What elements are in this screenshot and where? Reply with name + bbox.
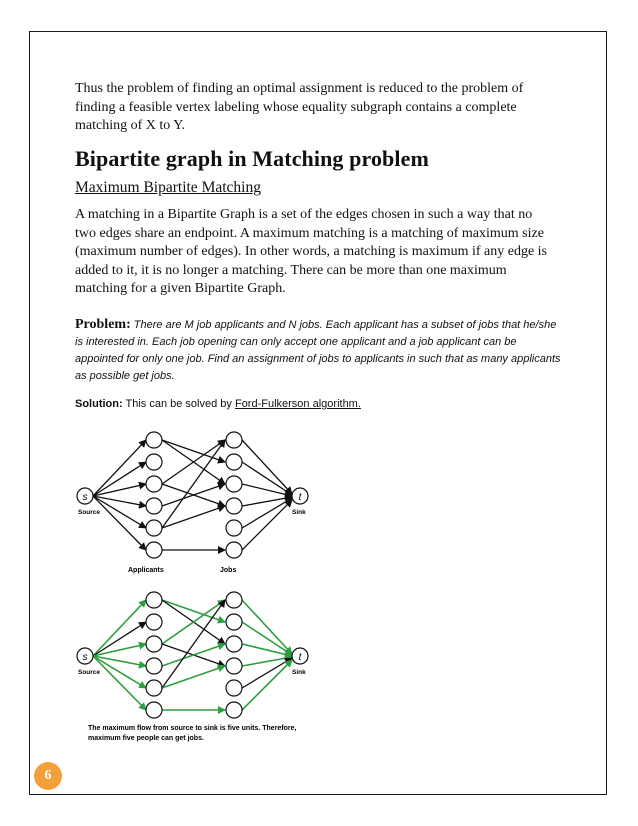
bottom-applicant-node <box>146 658 162 674</box>
bottom-edge-a5-j1 <box>162 600 225 688</box>
top-sink-label: Sink <box>292 509 306 516</box>
top-source-symbol: s <box>82 492 88 503</box>
top-job-node <box>226 520 242 536</box>
page-number-badge <box>34 762 62 790</box>
applicants-label: Applicants <box>128 567 164 574</box>
bottom-edge-j6-t <box>242 660 292 710</box>
caption-line-2: maximum five people can get jobs. <box>88 735 204 742</box>
bottom-job-node <box>226 680 242 696</box>
ford-fulkerson-link[interactable]: Ford-Fulkerson algorithm. <box>234 398 361 410</box>
solution-statement <box>75 398 361 410</box>
problem-statement <box>75 316 565 385</box>
page-number: 6 <box>44 768 52 783</box>
top-applicant-node <box>146 454 162 470</box>
top-source-label: Source <box>78 509 101 516</box>
top-applicant-node <box>146 476 162 492</box>
bottom-edge-j5-t <box>242 658 292 688</box>
bottom-applicant-node <box>146 614 162 630</box>
top-edge-a5-j1 <box>162 440 225 528</box>
top-flow-network <box>77 432 308 574</box>
bipartite-figures <box>70 420 330 755</box>
top-sink-symbol: t <box>298 492 302 503</box>
top-edge-j4-t <box>242 497 292 506</box>
bottom-job-node <box>226 592 242 608</box>
top-edge-s-a3 <box>93 484 146 496</box>
top-job-node <box>226 432 242 448</box>
bottom-job-node <box>226 702 242 718</box>
section-heading: Bipartite graph in Matching problem <box>75 146 429 171</box>
bottom-edge-j4-t <box>242 657 292 666</box>
top-job-node <box>226 542 242 558</box>
bipartite-figures-svg <box>70 420 330 750</box>
bottom-edge-s-a3 <box>93 644 146 656</box>
top-edge-s-a1 <box>93 440 146 496</box>
bottom-applicant-node <box>146 636 162 652</box>
intro-paragraph: Thus the problem of finding an optimal assignment is reduced to the problem of finding a feasible vertex labeling whose equality subgraph contains a complete matching of X to Y. <box>75 81 524 133</box>
top-applicant-node <box>146 542 162 558</box>
top-job-node <box>226 454 242 470</box>
top-job-node <box>226 498 242 514</box>
top-edge-a5-j4 <box>162 506 225 528</box>
top-applicant-node <box>146 520 162 536</box>
bottom-edge-s-a1 <box>93 600 146 656</box>
bottom-applicant-node <box>146 592 162 608</box>
bottom-applicant-node <box>146 680 162 696</box>
top-edge-j6-t <box>242 500 292 550</box>
top-applicant-node <box>146 498 162 514</box>
top-edge-a1-j2 <box>162 440 225 462</box>
bottom-job-node <box>226 636 242 652</box>
top-job-node <box>226 476 242 492</box>
problem-label: Problem: <box>75 317 131 332</box>
bottom-applicant-node <box>146 702 162 718</box>
definition-paragraph: A matching in a Bipartite Graph is a set of the edges chosen in such a way that no two edges share an endpoint. A maximum matching is a matching of maximum size (maximum number of edges). In other words, a matching is maximum if any edge is added to it, it is no longer a matching. There can be more than one maximum matching for a given Bipartite Graph. <box>75 207 548 296</box>
jobs-label: Jobs <box>220 567 237 574</box>
bottom-sink-symbol: t <box>298 652 302 663</box>
solution-label: Solution: <box>75 398 123 410</box>
problem-text: There are M job applicants and N jobs. Each applicant has a subset of jobs that he/she is interested in. Each job opening can only accept one applicant and a job applicant can be appointed for only one job. Find an assignment of jobs to applicants in such that as many applicants as possible get jobs. <box>75 319 561 382</box>
bottom-edge-a1-j2 <box>162 600 225 622</box>
bottom-job-node <box>226 658 242 674</box>
top-applicant-node <box>146 432 162 448</box>
caption-line-1: The maximum flow from source to sink is five units. Therefore, <box>88 725 297 732</box>
section-subheading: Maximum Bipartite Matching <box>75 179 261 196</box>
bottom-source-symbol: s <box>82 652 88 663</box>
bottom-edge-a5-j4 <box>162 666 225 688</box>
bottom-sink-label: Sink <box>292 669 306 676</box>
solution-text: This can be solved by <box>122 398 235 410</box>
bottom-job-node <box>226 614 242 630</box>
bottom-flow-network <box>77 592 308 742</box>
top-edge-j5-t <box>242 498 292 528</box>
bottom-source-label: Source <box>78 669 101 676</box>
